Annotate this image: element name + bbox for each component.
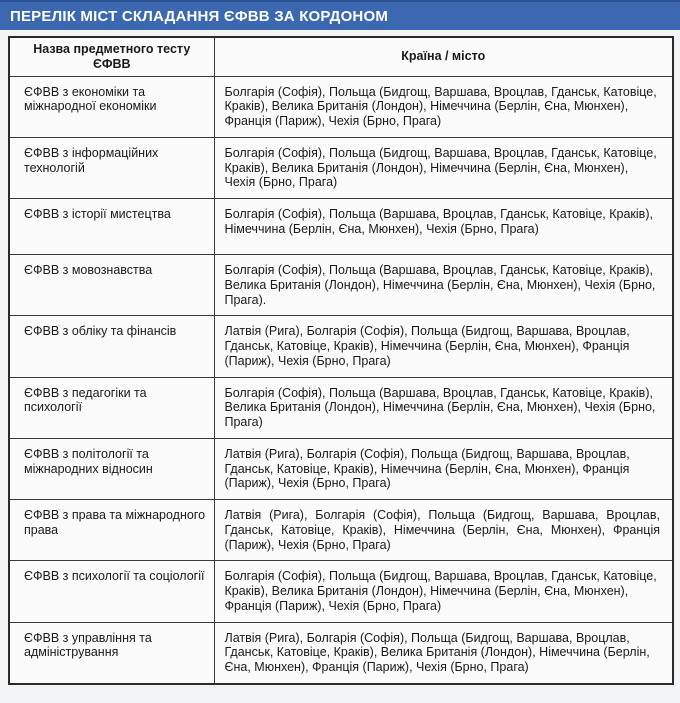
cities-table	[8, 36, 674, 685]
test-name-cell: ЄФВВ з мовознавства	[9, 255, 214, 316]
test-name-cell: ЄФВВ з політології та міжнародних відносин	[9, 438, 214, 499]
table-row	[9, 255, 673, 316]
locations-cell: Болгарія (Софія), Польща (Варшава, Вроцлав, Гданськ, Катовіце, Краків), Німеччина (Берлін, Єна, Мюнхен), Чехія (Брно, Прага)	[214, 199, 673, 255]
test-name-cell: ЄФВВ з педагогіки та психології	[9, 377, 214, 438]
page-title-bar	[0, 0, 680, 30]
table-body	[9, 76, 673, 684]
locations-cell: Латвія (Рига), Болгарія (Софія), Польща (Бидгощ, Варшава, Вроцлав, Гданськ, Катовіце, Краків), Німеччина (Берлін, Єна, Мюнхен), Франція (Париж), Чехія (Брно, Прага)	[214, 316, 673, 377]
table-row	[9, 438, 673, 499]
table-header-row	[9, 37, 673, 76]
table-row	[9, 76, 673, 137]
table-row	[9, 377, 673, 438]
test-name-cell: ЄФВВ з права та міжнародного права	[9, 500, 214, 561]
table-row	[9, 199, 673, 255]
locations-cell: Болгарія (Софія), Польща (Бидгощ, Варшава, Вроцлав, Гданськ, Катовіце, Краків), Велика Британія (Лондон), Німеччина (Берлін, Єна, Мюнхен), Франція (Париж), Чехія (Брно, Прага)	[214, 76, 673, 137]
locations-cell: Латвія (Рига), Болгарія (Софія), Польща (Бидгощ, Варшава, Вроцлав, Гданськ, Катовіце, Краків), Німеччина (Берлін, Єна, Мюнхен), Франція (Париж), Чехія (Брно, Прага)	[214, 438, 673, 499]
test-name-cell: ЄФВВ з психології та соціології	[9, 561, 214, 622]
locations-cell: Болгарія (Софія), Польща (Варшава, Вроцлав, Гданськ, Катовіце, Краків), Велика Британія (Лондон), Німеччина (Берлін, Єна, Мюнхен), Чехія (Брно, Прага).	[214, 255, 673, 316]
table-row	[9, 622, 673, 684]
column-header-test-name: Назва предметного тесту ЄФВВ	[9, 37, 214, 76]
table-container	[0, 30, 680, 693]
column-header-country-city: Країна / місто	[214, 37, 673, 76]
test-name-cell: ЄФВВ з обліку та фінансів	[9, 316, 214, 377]
test-name-cell: ЄФВВ з інформаційних технологій	[9, 137, 214, 198]
test-name-cell: ЄФВВ з економіки та міжнародної економіки	[9, 76, 214, 137]
table-row	[9, 316, 673, 377]
locations-cell: Болгарія (Софія), Польща (Варшава, Вроцлав, Гданськ, Катовіце, Краків), Велика Британія (Лондон), Німеччина (Берлін, Єна, Мюнхен), Чехія (Брно, Прага)	[214, 377, 673, 438]
locations-cell: Латвія (Рига), Болгарія (Софія), Польща (Бидгощ, Варшава, Вроцлав, Гданськ, Катовіце, Краків), Німеччина (Берлін, Єна, Мюнхен), Франція (Париж), Чехія (Брно, Прага)	[214, 500, 673, 561]
test-name-cell: ЄФВВ з управління та адміністрування	[9, 622, 214, 684]
table-row	[9, 500, 673, 561]
locations-cell: Болгарія (Софія), Польща (Бидгощ, Варшава, Вроцлав, Гданськ, Катовіце, Краків), Велика Британія (Лондон), Німеччина (Берлін, Єна, Мюнхен), Франція (Париж), Чехія (Брно, Прага)	[214, 561, 673, 622]
page-title: ПЕРЕЛІК МІСТ СКЛАДАННЯ ЄФВВ ЗА КОРДОНОМ	[10, 7, 389, 25]
table-row	[9, 137, 673, 198]
locations-cell: Латвія (Рига), Болгарія (Софія), Польща (Бидгощ, Варшава, Вроцлав, Гданськ, Катовіце, Краків), Велика Британія (Лондон), Німеччина (Берлін, Єна, Мюнхен), Франція (Париж), Чехія (Брно, Прага)	[214, 622, 673, 684]
test-name-cell: ЄФВВ з історії мистецтва	[9, 199, 214, 255]
table-row	[9, 561, 673, 622]
locations-cell: Болгарія (Софія), Польща (Бидгощ, Варшава, Вроцлав, Гданськ, Катовіце, Краків), Велика Британія (Лондон), Німеччина (Берлін, Єна, Мюнхен), Чехія (Брно, Прага)	[214, 137, 673, 198]
